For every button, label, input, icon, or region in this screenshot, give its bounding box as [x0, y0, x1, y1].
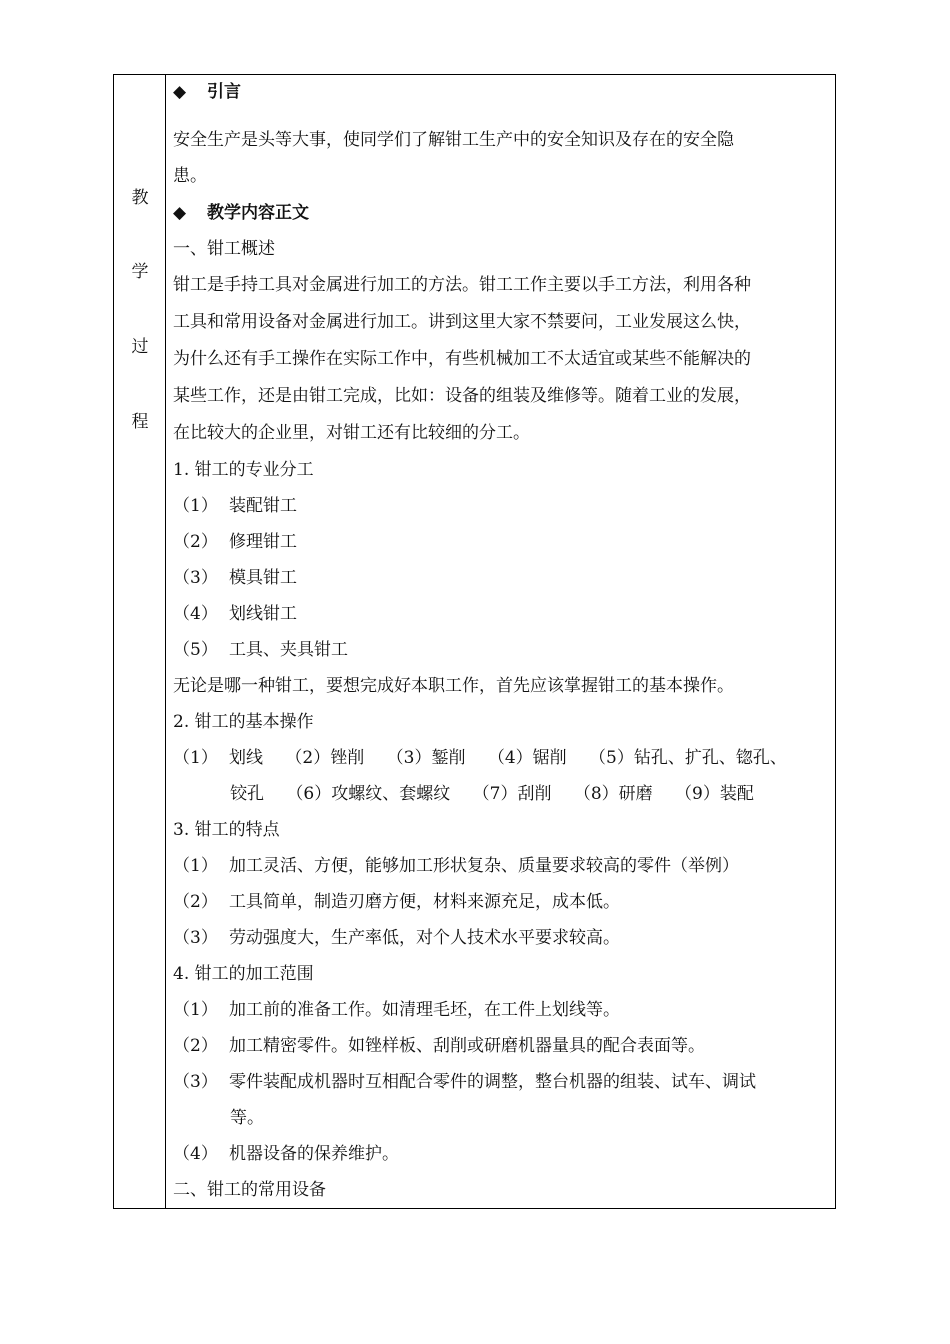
body-heading-line	[173, 205, 309, 222]
section-title: 二、钳工的常用设备	[173, 1180, 326, 1200]
overview-line: 工具和常用设备对金属进行加工。讲到这里大家不禁要问，工业发展这么快，	[173, 312, 751, 332]
operations-line: 铰孔 （6）攻螺纹、套螺纹 （7）刮削 （8）研磨 （9）装配	[230, 784, 754, 804]
diamond-bullet-icon: ◆	[173, 203, 187, 223]
side-label-char: 教	[131, 188, 149, 208]
intro-text: 安全生产是头等大事，使同学们了解钳工生产中的安全知识及存在的安全隐	[173, 130, 734, 150]
list-item: （3） 模具钳工	[173, 568, 297, 588]
intro-heading-line	[173, 84, 241, 101]
list-item-continuation: 等。	[230, 1108, 264, 1128]
lesson-table	[113, 74, 836, 1209]
overview-line: 为什么还有手工操作在实际工作中，有些机械加工不太适宜或某些不能解决的	[173, 349, 751, 369]
intro-text: 患。	[173, 166, 207, 186]
list-item: （1） 加工前的准备工作。如清理毛坯，在工件上划线等。	[173, 1000, 620, 1020]
side-label-char: 学	[131, 262, 149, 282]
side-label-column	[114, 75, 166, 1208]
subsection-title: 3. 钳工的特点	[173, 820, 280, 840]
conclusion-text: 无论是哪一种钳工，要想完成好本职工作，首先应该掌握钳工的基本操作。	[173, 676, 734, 696]
section-title: 一、钳工概述	[173, 239, 275, 259]
list-item: （4） 机器设备的保养维护。	[173, 1144, 399, 1164]
subsection-title: 2. 钳工的基本操作	[173, 712, 314, 732]
body-heading: 教学内容正文	[207, 203, 309, 223]
subsection-title: 4. 钳工的加工范围	[173, 964, 314, 984]
side-label-char: 过	[131, 337, 149, 357]
overview-line: 钳工是手持工具对金属进行加工的方法。钳工工作主要以手工方法，利用各种	[173, 275, 751, 295]
list-item: （1） 加工灵活、方便，能够加工形状复杂、质量要求较高的零件（举例）	[173, 856, 739, 876]
list-item: （2） 工具简单，制造刃磨方便，材料来源充足，成本低。	[173, 892, 620, 912]
intro-heading: 引言	[207, 82, 241, 102]
side-label-char: 程	[131, 412, 149, 432]
list-item: （3） 劳动强度大，生产率低，对个人技术水平要求较高。	[173, 928, 620, 948]
diamond-bullet-icon: ◆	[173, 82, 187, 102]
list-item: （2） 加工精密零件。如锉样板、刮削或研磨机器量具的配合表面等。	[173, 1036, 705, 1056]
subsection-title: 1. 钳工的专业分工	[173, 460, 314, 480]
list-item: （3） 零件装配成机器时互相配合零件的调整，整台机器的组装、试车、调试	[173, 1072, 756, 1092]
list-item: （4） 划线钳工	[173, 604, 297, 624]
overview-line: 某些工作，还是由钳工完成，比如：设备的组装及维修等。随着工业的发展，	[173, 386, 751, 406]
list-item: （5） 工具、夹具钳工	[173, 640, 348, 660]
operations-line: （1） 划线 （2）锉削 （3）錾削 （4）锯削 （5）钻孔、扩孔、锪孔、	[173, 748, 787, 768]
overview-line: 在比较大的企业里，对钳工还有比较细的分工。	[173, 423, 530, 443]
list-item: （2） 修理钳工	[173, 532, 297, 552]
list-item: （1） 装配钳工	[173, 496, 297, 516]
